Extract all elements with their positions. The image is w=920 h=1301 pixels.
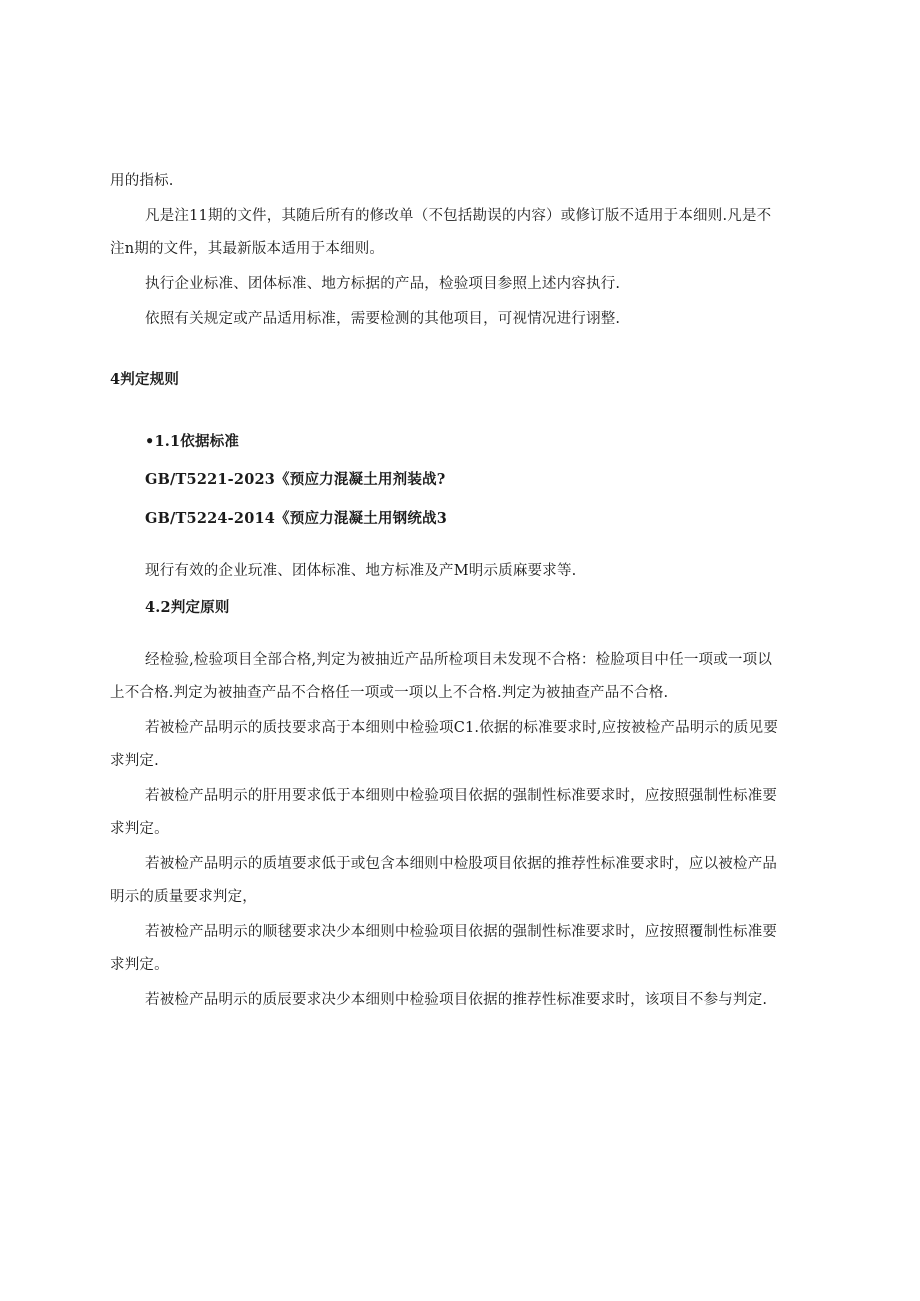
paragraph-text: 依照有关规定或产品适用标准，需要检测的其他项目，可视情况进行诩整. bbox=[145, 311, 621, 327]
paragraph-text: 求判定。 bbox=[110, 957, 169, 973]
paragraph-text: 执行企业标准、团体标准、地方标据的产品，检验项目参照上述内容执行. bbox=[145, 276, 621, 292]
subsection-heading: •1.1依据标准 bbox=[145, 433, 240, 450]
paragraph-text: 若被检产品明示的质技要求高于本细则中检验项C1.依据的标准要求时,应按被检产品明示的质见要 bbox=[145, 720, 779, 736]
standard-reference: GB/T5221-2023《预应力混凝土用剂装战? bbox=[145, 471, 446, 488]
paragraph-text: 若被检产品明示的肝用要求低于本细则中检验项目依据的强制性标准要求时，应按照强制性标准要 bbox=[145, 788, 778, 804]
paragraph-text: 注n期的文件，其最新版本适用于本细则。 bbox=[110, 241, 385, 257]
paragraph-text: 上不合格.判定为被抽查产品不合格任一项或一项以上不合格.判定为被抽查产品不合格. bbox=[110, 685, 669, 701]
paragraph-text: 经检验,检验项目全部合格,判定为被抽近产品所检项目未发现不合格：检脸项目中任一项或一项以 bbox=[145, 652, 773, 668]
paragraph-text: 现行有效的企业玩准、团体标准、地方标准及产M明示质麻要求等. bbox=[145, 563, 577, 579]
standard-reference: GB/T5224-2014《预应力混凝土用钢统战3 bbox=[145, 510, 448, 527]
paragraph-text: 凡是注11期的文件，其随后所有的修改单（不包括勘误的内容）或修订版不适用于本细则.凡是不 bbox=[145, 208, 772, 224]
section-heading: 4判定规则 bbox=[110, 371, 180, 388]
paragraph-text: 用的指标. bbox=[110, 173, 174, 189]
subsection-heading: 4.2判定原则 bbox=[145, 599, 230, 616]
paragraph-text: 若被检产品明示的顺毬要求决少本细则中检验项目依据的强制性标准要求时，应按照覆制性标准要 bbox=[145, 924, 778, 940]
paragraph-text: 若被检产品明示的质埴要求低于或包含本细则中检股项目依据的推荐性标准要求时，应以被检产品 bbox=[145, 856, 778, 872]
paragraph-text: 若被检产品明示的质辰要求决少本细则中检验项目依据的推荐性标准要求时，该项目不参与判定. bbox=[145, 992, 768, 1008]
paragraph-text: 明示的质量要求判定， bbox=[110, 889, 257, 905]
paragraph-text: 求判定。 bbox=[110, 821, 169, 837]
paragraph-text: 求判定. bbox=[110, 753, 159, 769]
